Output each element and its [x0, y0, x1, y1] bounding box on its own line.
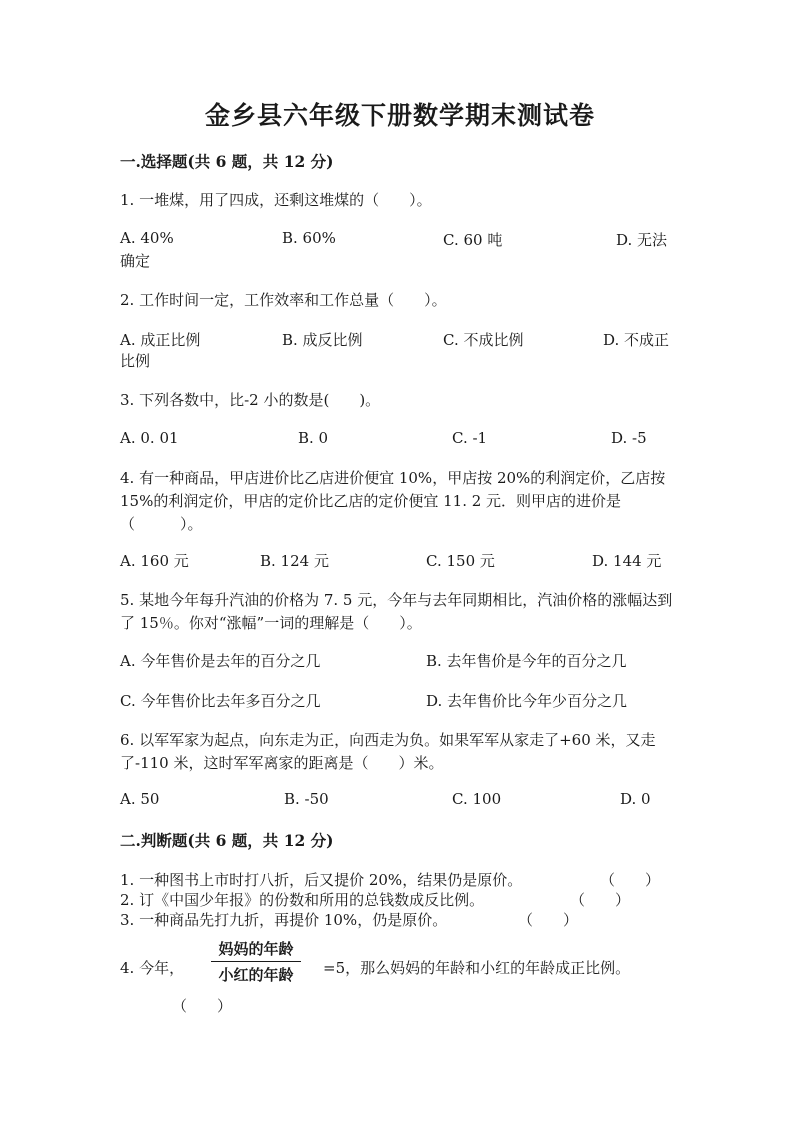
judge-item-prefix: 4. 今年， — [120, 959, 185, 977]
option-d: D. -5 — [611, 429, 647, 447]
option-a: A. 0. 01 — [120, 429, 179, 447]
question-text: 6. 以军军家为起点，向东走为正，向西走为负。如果军军从家走了+60 米，又走了-110 米，这时军军离家的距离是（ ）米。 — [120, 731, 656, 772]
option-b: B. -50 — [284, 790, 329, 808]
answer-paren: （ ） — [600, 871, 661, 889]
option-b: B. 成反比例 — [282, 331, 363, 349]
option-c: C. 150 元 — [426, 552, 495, 570]
option-d: D. 144 元 — [592, 552, 662, 570]
answer-paren: （ ） — [518, 911, 579, 929]
question-text: 2. 工作时间一定，工作效率和工作总量（ ）。 — [120, 291, 447, 309]
judge-item: 1. 一种图书上市时打八折，后又提价 20%，结果仍是原价。 — [120, 871, 523, 889]
option-c: C. 今年售价比去年多百分之几 — [120, 692, 321, 710]
option-a: A. 160 元 — [120, 552, 189, 570]
page-title: 金乡县六年级下册数学期末测试卷 — [204, 101, 595, 130]
option-a: A. 成正比例 — [120, 331, 201, 349]
option-d: D. 不成正 — [603, 331, 670, 349]
option-d: D. 无法 — [616, 231, 668, 249]
option-a: A. 40% — [120, 229, 174, 247]
fraction-denominator: 小红的年龄 — [218, 966, 294, 984]
option-b: B. 去年售价是今年的百分之几 — [426, 652, 627, 670]
option-a: A. 50 — [120, 790, 160, 808]
section-heading-judge: 二.判断题(共 6 题，共 12 分) — [120, 831, 334, 850]
section-heading-choice: 一.选择题(共 6 题，共 12 分) — [120, 152, 334, 171]
question-text: 3. 下列各数中，比-2 小的数是( )。 — [120, 391, 381, 409]
question-text: 5. 某地今年每升汽油的价格为 7. 5 元，今年与去年同期相比，汽油价格的涨幅达到了 15％。你对“涨幅”一词的理解是（ ）。 — [120, 591, 673, 632]
option-a: A. 今年售价是去年的百分之几 — [120, 652, 321, 670]
option-d-wrap: 比例 — [120, 352, 151, 370]
question-text: 1. 一堆煤，用了四成，还剩这堆煤的（ ）。 — [120, 191, 432, 209]
answer-paren: （ ） — [172, 997, 233, 1015]
option-b: B. 60% — [282, 229, 336, 247]
answer-paren: （ ） — [570, 891, 631, 909]
option-b: B. 0 — [298, 429, 329, 447]
option-c: C. 100 — [452, 790, 502, 808]
judge-item: 2. 订《中国少年报》的份数和所用的总钱数成反比例。 — [120, 891, 485, 909]
option-b: B. 124 元 — [260, 552, 329, 570]
option-d: D. 0 — [620, 790, 651, 808]
option-d: D. 去年售价比今年少百分之几 — [426, 692, 628, 710]
option-c: C. 60 吨 — [443, 231, 503, 249]
judge-item-suffix: =5，那么妈妈的年龄和小红的年龄成正比例。 — [323, 959, 631, 977]
judge-item: 3. 一种商品先打九折，再提价 10%，仍是原价。 — [120, 911, 448, 929]
option-c: C. -1 — [452, 429, 488, 447]
option-c: C. 不成比例 — [443, 331, 524, 349]
option-d-wrap: 确定 — [120, 252, 151, 270]
fraction-numerator: 妈妈的年龄 — [211, 938, 301, 962]
fraction — [211, 938, 301, 985]
question-text: 4. 有一种商品，甲店进价比乙店进价便宜 10%，甲店按 20%的利润定价，乙店按 15%的利润定价，甲店的定价比乙店的定价便宜 11. 2 元．则甲店的进价是（ ）。 — [120, 469, 666, 533]
